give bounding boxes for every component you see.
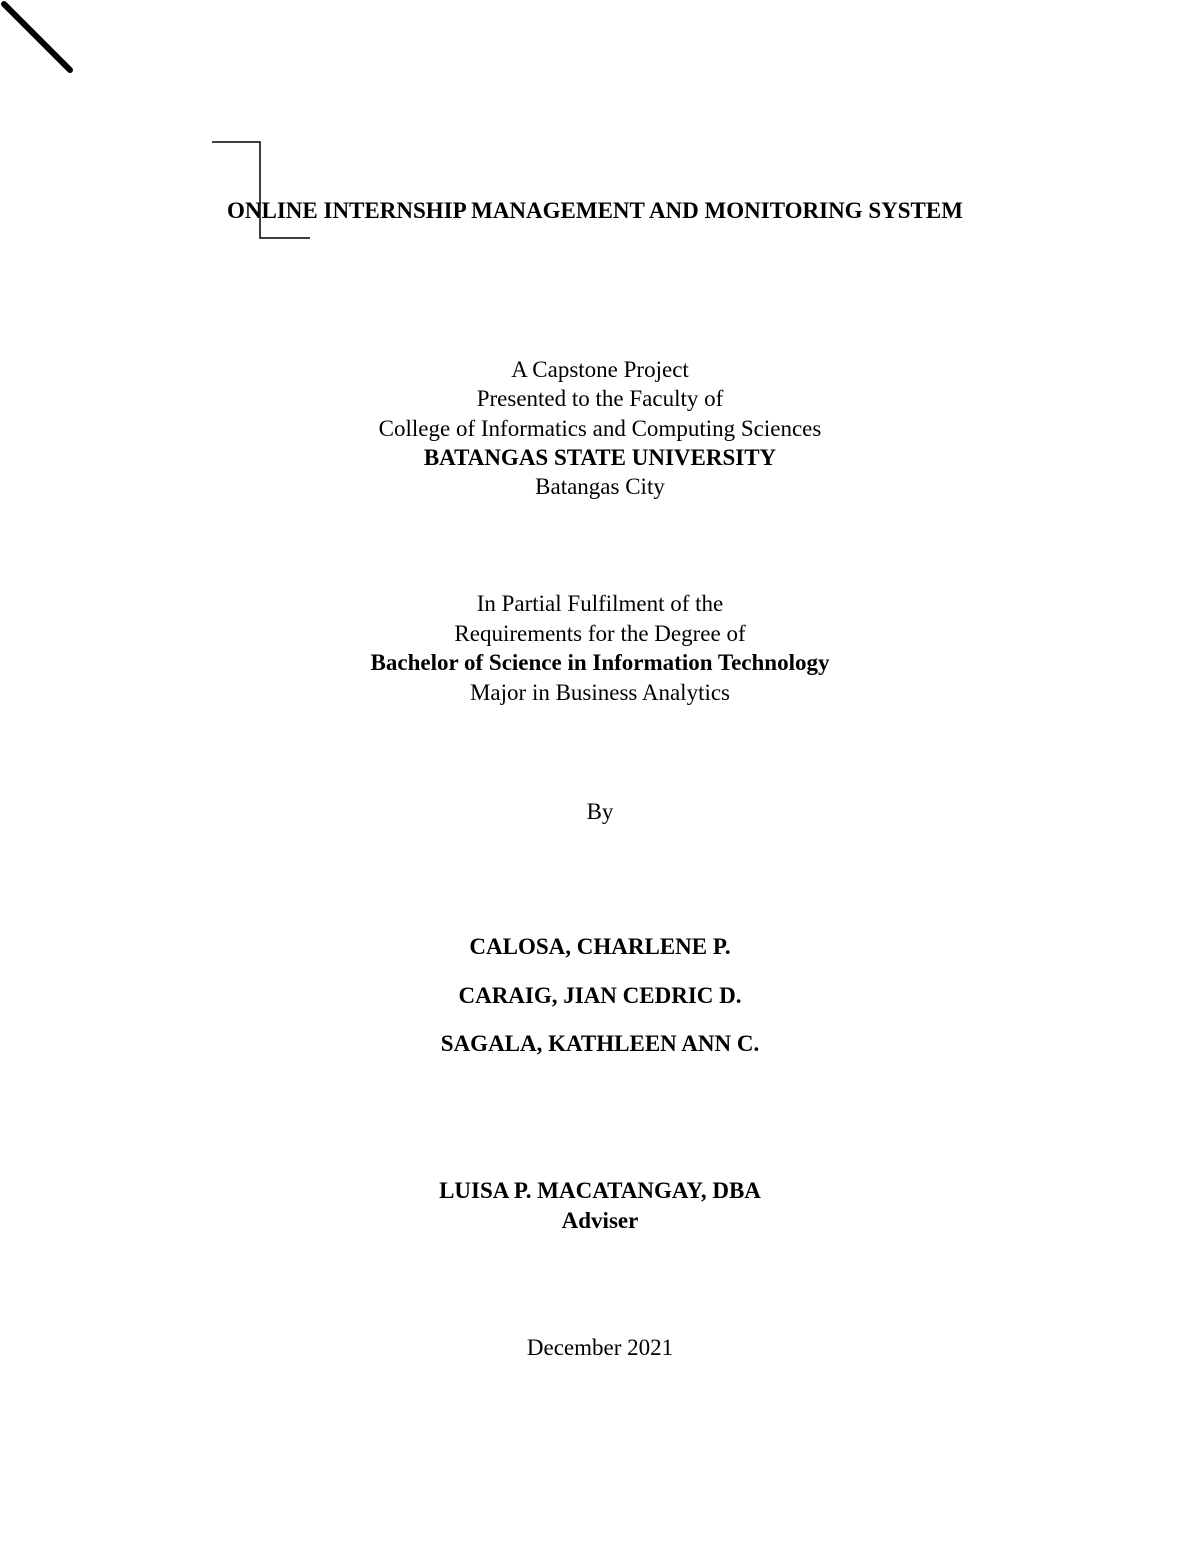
adviser-role: Adviser <box>561 1208 639 1233</box>
project-type-line: A Capstone Project <box>511 357 689 382</box>
author-name: CARAIG, JIAN CEDRIC D. <box>458 983 742 1008</box>
author-name: SAGALA, KATHLEEN ANN C. <box>440 1031 760 1056</box>
document-title: ONLINE INTERNSHIP MANAGEMENT AND MONITORING SYSTEM <box>227 198 963 223</box>
adviser-name: LUISA P. MACATANGAY, DBA <box>439 1178 761 1203</box>
university-name: BATANGAS STATE UNIVERSITY <box>423 445 777 470</box>
by-label: By <box>586 799 614 824</box>
fulfilment-line: In Partial Fulfilment of the <box>476 591 724 616</box>
university-city: Batangas City <box>535 474 665 499</box>
author-name: CALOSA, CHARLENE P. <box>469 934 731 959</box>
requirements-line: Requirements for the Degree of <box>454 621 746 646</box>
degree-name: Bachelor of Science in Information Technology <box>370 650 830 675</box>
degree-major: Major in Business Analytics <box>469 680 731 705</box>
document-date: December 2021 <box>526 1335 674 1360</box>
presented-to-line: Presented to the Faculty of <box>476 386 724 411</box>
corner-slash-mark <box>4 4 70 70</box>
college-line: College of Informatics and Computing Sciences <box>378 416 822 441</box>
